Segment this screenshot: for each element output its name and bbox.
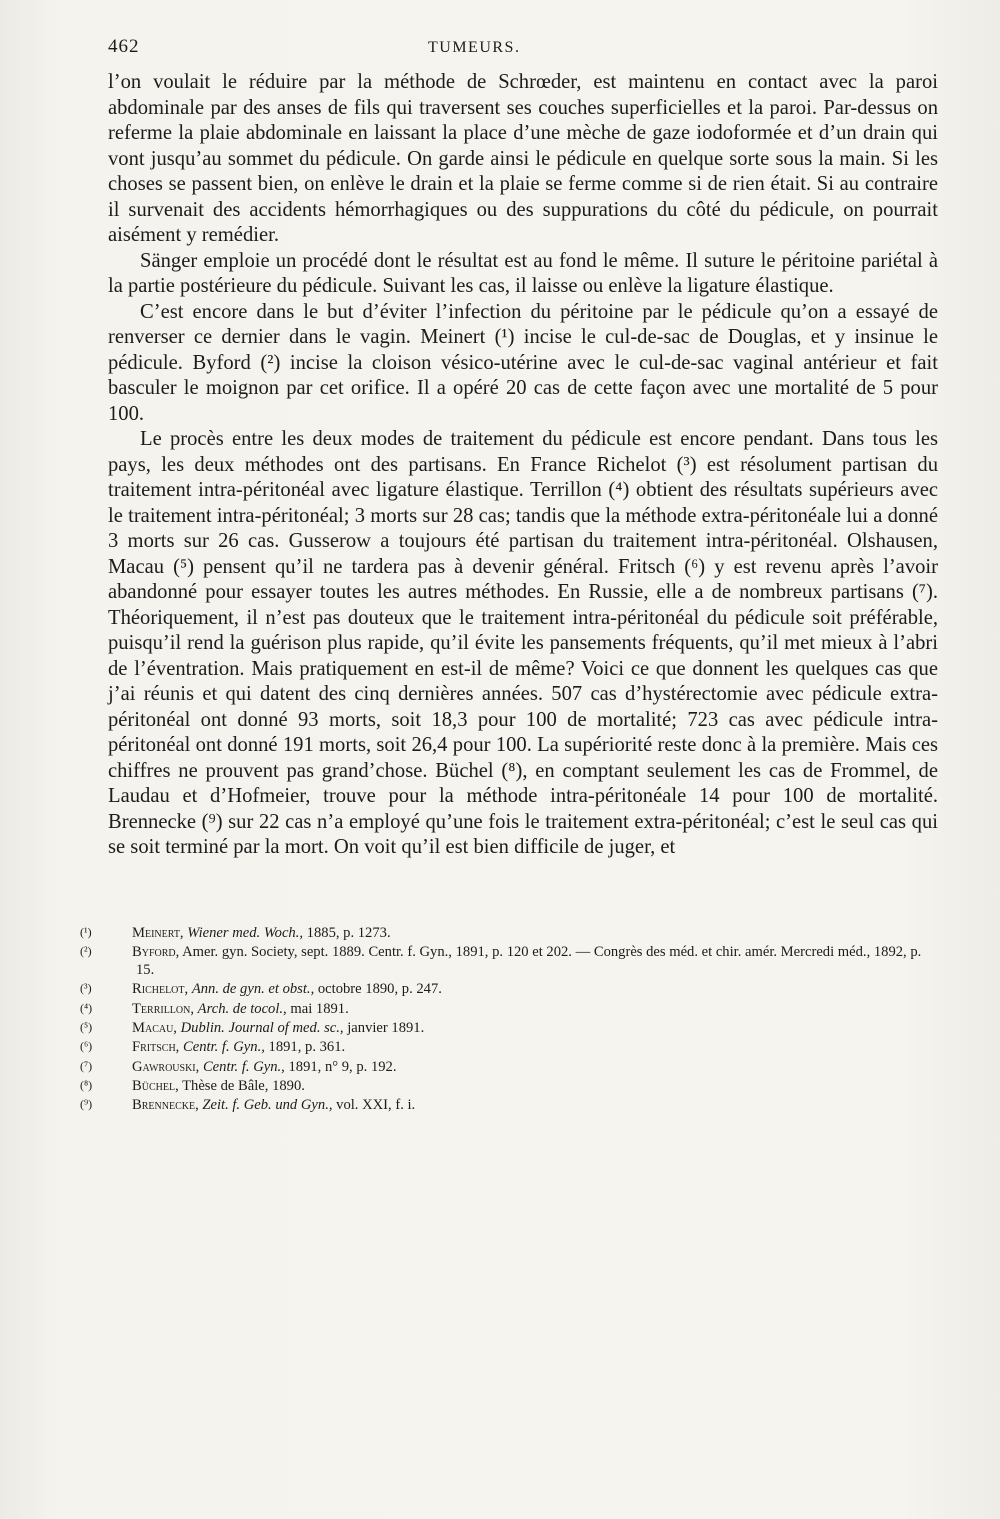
- running-head: [108, 36, 938, 66]
- footnote-mark: (¹): [80, 924, 92, 939]
- footnote-source: Centr. f. Gyn.,: [182, 1039, 265, 1056]
- footnote-mark: (⁸): [80, 1077, 93, 1092]
- footnote-1: [80, 923, 938, 942]
- footnote-source: Centr. f. Gyn.,: [202, 1058, 285, 1075]
- paragraph-3: C’est encore dans le but d’éviter l’infection du péritoine par le pédicule qu’on a essayé de renverser ce dernier dans le vagin. Meinert (¹) incise le cul-de-sac de Douglas, et y insinue le pédicule. Byford (²) incise la cloison vésico-utérine avec le cul-de-sac vaginal antérieur et fait basculer le moignon par cet orifice. Il a opéré 20 cas de cette façon avec une mortalité de 5 pour 100.: [108, 300, 938, 425]
- footnote-source: Dublin. Journal of med. sc.,: [180, 1019, 344, 1036]
- page-number: 462: [108, 36, 140, 57]
- running-title: TUMEURS.: [428, 39, 521, 56]
- footnote-rest: mai 1891.: [290, 1000, 349, 1017]
- footnote-author: Byford,: [132, 943, 180, 960]
- footnote-2: [80, 942, 938, 980]
- footnote-mark: (⁷): [80, 1058, 93, 1073]
- footnote-rest: 1891, p. 120 et 202. — Congrès des méd. et chir. amér. Mercredi méd., 1892, p. 15.: [136, 943, 922, 979]
- footnote-source: Amer. gyn. Society, sept. 1889. Centr. f. Gyn.,: [182, 943, 452, 960]
- footnote-author: Brennecke,: [132, 1097, 199, 1114]
- footnote-rest: 1891, p. 361.: [268, 1039, 346, 1056]
- footnote-source: Ann. de gyn. et obst.,: [191, 981, 315, 998]
- footnote-9: [80, 1095, 938, 1114]
- footnote-mark: (⁵): [80, 1019, 93, 1034]
- footnote-rest: 1885, p. 1273.: [306, 924, 391, 941]
- footnotes: [80, 923, 938, 1115]
- footnote-source: Zeit. f. Geb. und Gyn.,: [202, 1097, 333, 1114]
- footnote-source: Wiener med. Woch.,: [187, 924, 304, 941]
- footnote-mark: (²): [80, 943, 92, 958]
- footnote-author: Macau,: [132, 1019, 177, 1036]
- footnote-author: Gawrouski,: [132, 1058, 200, 1075]
- paragraph-4: Le procès entre les deux modes de traitement du pédicule est encore pendant. Dans tous les pays, les deux méthodes ont des partisans. En France Richelot (³) est résolument partisan du traitement intra-péritonéal avec ligature élastique. Terrillon (⁴) obtient des résultats supérieurs avec le traitement intra-péritonéal; 3 morts sur 28 cas; tandis que la méthode extra-péritonéale lui a donné 3 morts sur 26 cas. Gusserow a toujours été partisan du traitement intra-péritonéal. Olshausen, Macau (⁵) pensent qu’il ne tardera pas à devenir général. Fritsch (⁶) y est revenu après l’avoir abandonné pour essayer toutes les autres méthodes. En Russie, elle a de nombreux partisans (⁷). Théoriquement, il n’est pas douteux que le traitement intra-péritonéal du pédicule soit préférable, puisqu’il rend la guérison plus rapide, qu’il évite les pansements fréquents, qu’il met mieux à l’abri de l’éventration. Mais pratiquement en est-il de même? Voici ce que donnent les quelques cas que j’ai réunis et qui datent des cinq dernières années. 507 cas d’hystérectomie avec pédicule extra-péritonéal ont donné 93 morts, soit 18,3 pour 100 de mortalité; 723 cas avec pédicule intra-péritonéal ont donné 191 morts, soit 26,4 pour 100. La supériorité reste donc à la première. Mais ces chiffres ne prouvent pas grand’chose. Büchel (⁸), en comptant seulement les cas de Frommel, de Laudau et d’Hofmeier, trouve pour la méthode intra-péritonéale 14 pour 100 de mortalité. Brennecke (⁹) sur 22 cas n’a employé qu’une fois le traitement extra-péritonéal; c’est le seul cas qui se soit terminé par la mort. On voit qu’il est bien difficile de juger, et: [108, 428, 938, 858]
- footnote-mark: (³): [80, 981, 92, 996]
- footnote-mark: (⁴): [80, 1000, 93, 1015]
- footnote-rest: vol. XXI, f. i.: [336, 1097, 416, 1114]
- footnote-author: Richelot,: [132, 981, 189, 998]
- paragraph-2: Sänger emploie un procédé dont le résultat est au fond le même. Il suture le péritoine pariétal à la partie postérieure du pédicule. Suivant les cas, il laisse ou enlève la ligature élastique.: [108, 249, 938, 297]
- footnote-rest: janvier 1891.: [347, 1019, 425, 1036]
- footnote-8: [80, 1076, 938, 1095]
- footnote-mark: (⁶): [80, 1039, 93, 1054]
- footnote-3: [80, 979, 938, 998]
- footnote-4: [80, 999, 938, 1018]
- footnote-rest: 1891, n° 9, p. 192.: [288, 1058, 397, 1075]
- footnote-author: Meinert,: [132, 924, 184, 941]
- footnote-rest: Thèse de Bâle, 1890.: [182, 1077, 305, 1094]
- footnote-6: [80, 1037, 938, 1056]
- footnote-author: Terrillon,: [132, 1000, 195, 1017]
- footnote-author: Büchel,: [132, 1077, 179, 1094]
- paragraph-1: l’on voulait le réduire par la méthode de Schrœder, est maintenu en contact avec la paroi abdominale par des anses de fils qui traversent ses couches superficielles et la paroi. Par-dessus on referme la plaie abdominale en laissant la place d’une mèche de gaze iodoformée et d’un drain qui vont jusqu’au sommet du pédicule. On garde ainsi le pédicule en quelque sorte sous la main. Si les choses se passent bien, on enlève le drain et la plaie se ferme comme si de rien était. Si au contraire il survenait des accidents hémorrhagiques ou des suppurations du côté du pédicule, on pourrait aisément y remédier.: [108, 71, 938, 246]
- footnote-7: [80, 1057, 938, 1076]
- footnote-author: Fritsch,: [132, 1039, 180, 1056]
- footnote-mark: (⁹): [80, 1097, 93, 1112]
- body-text: [108, 70, 938, 861]
- footnote-rest: octobre 1890, p. 247.: [317, 981, 442, 998]
- footnote-5: [80, 1018, 938, 1037]
- footnote-source: Arch. de tocol.,: [197, 1000, 287, 1017]
